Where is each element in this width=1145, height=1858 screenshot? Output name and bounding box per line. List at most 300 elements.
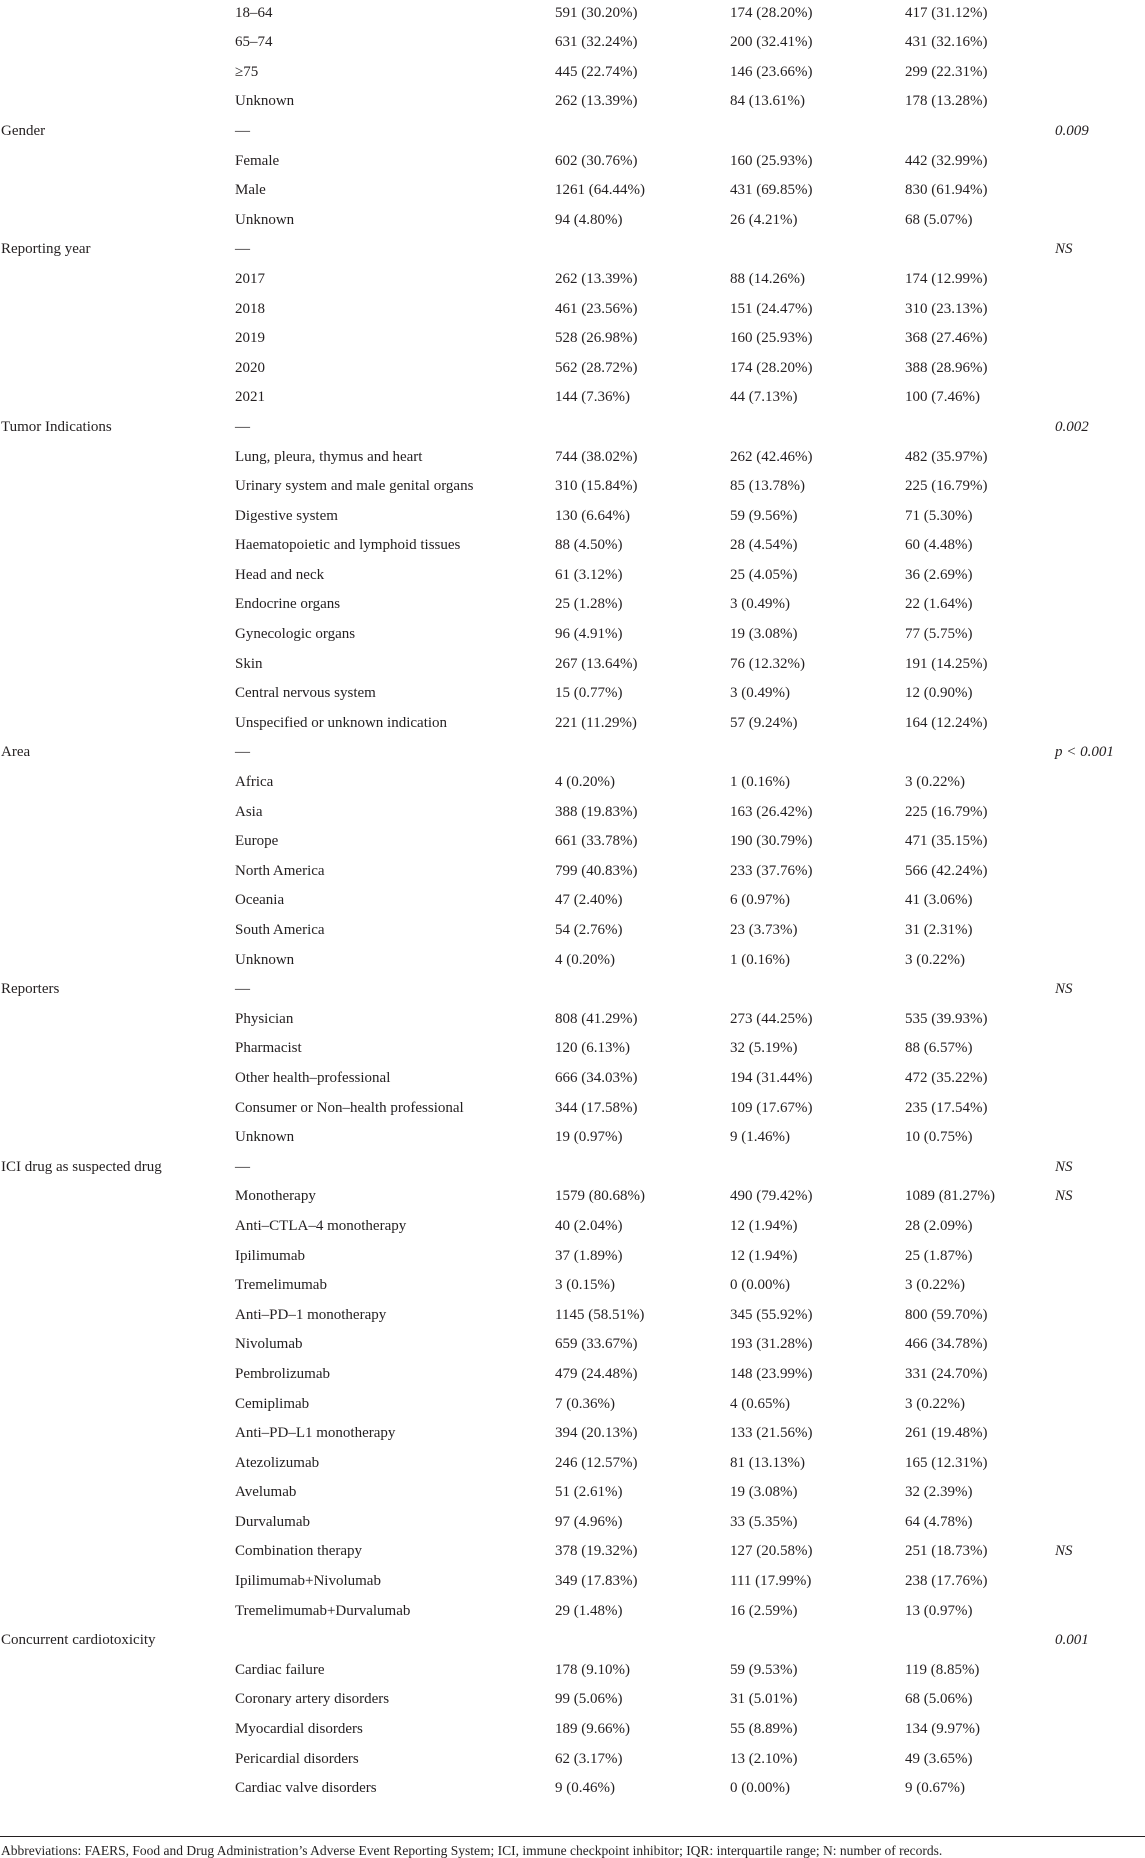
all-cases-cell: 246 (12.57%) [555,1454,638,1471]
all-cases-cell: 661 (33.78%) [555,833,638,850]
all-cases-cell: 267 (13.64%) [555,655,638,672]
all-cases-cell: 744 (38.02%) [555,448,638,465]
level-cell: Myocardial disorders [235,1721,363,1738]
variable-cell: Reporters [1,981,60,998]
table-row [0,1685,1145,1715]
group1-cell: 233 (37.76%) [730,862,813,879]
level-cell: Atezolizumab [235,1454,320,1471]
level-cell: 65–74 [235,34,273,51]
variable-cell [0,798,235,828]
all-cases-cell [555,1153,730,1183]
p-value-cell [1055,443,1145,473]
variable-cell [0,1330,235,1360]
all-cases-cell [555,413,730,443]
level-cell: Tremelimumab+Durvalumab [235,1602,411,1619]
variable-cell [0,1597,235,1627]
group2-cell: 800 (59.70%) [905,1306,988,1323]
variable-cell [0,58,235,88]
table-row [0,1034,1145,1064]
level-cell: Durvalumab [235,1513,310,1530]
level-cell: — [235,418,250,435]
group2-cell: 41 (3.06%) [905,892,973,909]
level-cell: Urinary system and male genital organs [235,478,474,495]
variable-cell [0,147,235,177]
group2-cell: 10 (0.75%) [905,1129,973,1146]
group1-cell: 44 (7.13%) [730,389,798,406]
p-value-cell [1055,946,1145,976]
level-cell: Unknown [235,211,295,228]
variable-cell [0,295,235,325]
all-cases-cell: 221 (11.29%) [555,714,637,731]
group1-cell: 26 (4.21%) [730,211,798,228]
p-value-cell [1055,324,1145,354]
level-cell: Pharmacist [235,1040,302,1057]
group2-cell: 28 (2.09%) [905,1217,973,1234]
all-cases-cell: 4 (0.20%) [555,951,615,968]
p-value-cell [1055,1301,1145,1331]
level-cell: Ipilimumab+Nivolumab [235,1573,381,1590]
group2-cell: 3 (0.22%) [905,774,965,791]
p-value-cell: 0.009 [1055,122,1089,139]
group1-cell: 151 (24.47%) [730,300,813,317]
level-cell: Coronary artery disorders [235,1691,390,1708]
group1-cell: 6 (0.97%) [730,892,790,909]
group2-cell: 1089 (81.27%) [905,1188,995,1205]
variable-cell [0,1242,235,1272]
table-row [0,1330,1145,1360]
variable-cell [0,176,235,206]
table-row [0,1449,1145,1479]
group2-cell: 36 (2.69%) [905,566,973,583]
variable-cell [0,946,235,976]
group2-cell [905,1626,1055,1656]
p-value-cell: NS [1055,1188,1073,1205]
group1-cell: 19 (3.08%) [730,1484,798,1501]
all-cases-cell: 388 (19.83%) [555,803,638,820]
all-cases-cell: 97 (4.96%) [555,1513,623,1530]
p-value-cell [1055,590,1145,620]
all-cases-cell: 602 (30.76%) [555,152,638,169]
p-value-cell: 0.001 [1055,1632,1089,1649]
all-cases-cell: 591 (30.20%) [555,4,638,21]
group2-cell: 830 (61.94%) [905,182,988,199]
variable-cell [0,472,235,502]
p-value-cell [1055,1212,1145,1242]
table-row [0,0,1145,28]
all-cases-cell: 9 (0.46%) [555,1780,615,1797]
level-cell: Male [235,182,266,199]
table-row [0,295,1145,325]
group2-cell: 472 (35.22%) [905,1069,988,1086]
group1-cell: 111 (17.99%) [730,1573,812,1590]
group1-cell: 28 (4.54%) [730,537,798,554]
level-cell: Tremelimumab [235,1277,327,1294]
variable-cell [0,502,235,532]
table-row [0,1478,1145,1508]
level-cell: Anti–PD–L1 monotherapy [235,1425,396,1442]
variable-cell [0,354,235,384]
p-value-cell [1055,1449,1145,1479]
all-cases-cell: 394 (20.13%) [555,1425,638,1442]
group1-cell: 0 (0.00%) [730,1780,790,1797]
table-row [0,886,1145,916]
group1-cell: 88 (14.26%) [730,270,805,287]
p-value-cell [1055,768,1145,798]
all-cases-cell: 54 (2.76%) [555,922,623,938]
variable-cell: Area [1,744,31,761]
group2-cell: 261 (19.48%) [905,1425,988,1442]
level-cell: — [235,1158,250,1175]
group2-cell: 235 (17.54%) [905,1099,988,1116]
all-cases-cell: 130 (6.64%) [555,507,630,524]
group2-cell: 13 (0.97%) [905,1602,973,1619]
table-row [0,1537,1145,1567]
p-value-cell [1055,1005,1145,1035]
p-value-cell [1055,531,1145,561]
level-cell: — [235,744,250,761]
group1-cell: 345 (55.92%) [730,1306,813,1323]
group1-cell: 3 (0.49%) [730,596,790,613]
table-row [0,1212,1145,1242]
variable-cell: Tumor Indications [1,418,112,435]
group1-cell: 59 (9.56%) [730,507,798,524]
all-cases-cell [555,117,730,147]
table-row [0,1094,1145,1124]
all-cases-cell: 3 (0.15%) [555,1277,615,1294]
variable-cell [0,383,235,413]
table-row [0,176,1145,206]
variable-cell [0,1390,235,1420]
variable-cell [0,1094,235,1124]
level-cell: Other health–professional [235,1069,391,1086]
group1-cell: 12 (1.94%) [730,1217,798,1234]
group1-cell [730,975,905,1005]
level-cell: Africa [235,774,274,791]
all-cases-cell: 99 (5.06%) [555,1691,623,1708]
all-cases-cell: 310 (15.84%) [555,478,638,495]
p-value-cell [1055,1715,1145,1745]
variable-cell [0,1774,235,1804]
group1-cell: 490 (79.42%) [730,1188,813,1205]
table-bottom-rule [0,1836,1145,1837]
level-cell: North America [235,862,325,879]
group2-cell: 417 (31.12%) [905,4,988,21]
group2-cell: 3 (0.22%) [905,1395,965,1412]
table-row [0,679,1145,709]
group1-cell: 12 (1.94%) [730,1247,798,1264]
table-row [0,798,1145,828]
group1-cell: 109 (17.67%) [730,1099,813,1116]
level-cell: 2019 [235,330,265,347]
group1-cell [730,413,905,443]
variable-cell [0,590,235,620]
all-cases-cell: 51 (2.61%) [555,1484,623,1501]
variable-cell: ICI drug as suspected drug [1,1158,162,1175]
group1-cell: 190 (30.79%) [730,833,813,850]
group2-cell: 299 (22.31%) [905,63,988,80]
group2-cell: 68 (5.07%) [905,211,973,228]
level-cell: Lung, pleura, thymus and heart [235,448,423,465]
group2-cell: 566 (42.24%) [905,862,988,879]
p-value-cell: NS [1055,1543,1073,1560]
group2-cell: 119 (8.85%) [905,1661,980,1678]
group1-cell [730,1153,905,1183]
group2-cell: 174 (12.99%) [905,270,988,287]
p-value-cell [1055,1597,1145,1627]
level-cell: Cardiac valve disorders [235,1780,377,1797]
p-value-cell [1055,1034,1145,1064]
p-value-cell [1055,1745,1145,1775]
variable-cell [0,1715,235,1745]
variable-cell [0,620,235,650]
all-cases-cell: 25 (1.28%) [555,596,623,613]
group1-cell: 273 (44.25%) [730,1010,813,1027]
group1-cell: 84 (13.61%) [730,93,805,110]
group2-cell [905,738,1055,768]
group2-cell: 482 (35.97%) [905,448,988,465]
all-cases-cell: 808 (41.29%) [555,1010,638,1027]
group1-cell: 9 (1.46%) [730,1129,790,1146]
group1-cell: 13 (2.10%) [730,1750,798,1767]
level-cell: Cardiac failure [235,1661,325,1678]
all-cases-cell: 349 (17.83%) [555,1573,638,1590]
group1-cell: 55 (8.89%) [730,1721,798,1738]
table-row [0,709,1145,739]
group1-cell: 25 (4.05%) [730,566,798,583]
group2-cell: 49 (3.65%) [905,1750,973,1767]
group2-cell: 22 (1.64%) [905,596,973,613]
all-cases-cell: 40 (2.04%) [555,1217,623,1234]
level-cell: Unknown [235,93,295,110]
group2-cell: 178 (13.28%) [905,93,988,110]
level-cell: Gynecologic organs [235,626,356,643]
p-value-cell [1055,1567,1145,1597]
variable-cell [0,1034,235,1064]
table-row [0,561,1145,591]
group1-cell: 0 (0.00%) [730,1277,790,1294]
variable-cell [0,1064,235,1094]
all-cases-cell: 96 (4.91%) [555,626,623,643]
p-value-cell [1055,472,1145,502]
level-cell: Head and neck [235,566,325,583]
variable-cell: Gender [1,122,46,139]
group1-cell: 146 (23.66%) [730,63,813,80]
table-row [0,206,1145,236]
variable-cell [0,1449,235,1479]
p-value-cell [1055,679,1145,709]
variable-cell: Reporting year [1,241,91,258]
table-row [0,383,1145,413]
table-row [0,1567,1145,1597]
group1-cell: 81 (13.13%) [730,1454,805,1471]
level-cell: Ipilimumab [235,1247,305,1264]
table-row [0,1715,1145,1745]
all-cases-cell: 94 (4.80%) [555,211,623,228]
variable-cell [0,1360,235,1390]
group1-cell [730,117,905,147]
variable-cell: Concurrent cardiotoxicity [1,1632,156,1649]
table-row [0,413,1145,443]
table-row [0,531,1145,561]
group2-cell: 466 (34.78%) [905,1336,988,1353]
table-row [0,1745,1145,1775]
group2-cell: 535 (39.93%) [905,1010,988,1027]
p-value-cell: NS [1055,981,1073,998]
level-cell: Unknown [235,1129,295,1146]
all-cases-cell: 445 (22.74%) [555,63,638,80]
p-value-cell [1055,1685,1145,1715]
p-value-cell [1055,0,1145,28]
level-cell: 2020 [235,359,265,376]
level-cell: Skin [235,655,263,672]
level-cell: Oceania [235,892,285,909]
variable-cell [0,206,235,236]
group2-cell [905,235,1055,265]
group1-cell: 127 (20.58%) [730,1543,813,1560]
group2-cell: 225 (16.79%) [905,478,988,495]
group2-cell: 60 (4.48%) [905,537,973,554]
group2-cell: 88 (6.57%) [905,1040,973,1057]
group2-cell [905,413,1055,443]
level-cell: Digestive system [235,507,338,524]
group1-cell: 193 (31.28%) [730,1336,813,1353]
group2-cell: 100 (7.46%) [905,389,980,406]
variable-cell [0,87,235,117]
level-cell: Endocrine organs [235,596,341,613]
all-cases-cell [555,738,730,768]
p-value-cell [1055,1478,1145,1508]
variable-cell [0,1301,235,1331]
table-row [0,235,1145,265]
all-cases-cell: 378 (19.32%) [555,1543,638,1560]
level-cell: Unspecified or unknown indication [235,714,448,731]
p-value-cell [1055,87,1145,117]
p-value-cell [1055,620,1145,650]
group1-cell: 85 (13.78%) [730,478,805,495]
level-cell: Monotherapy [235,1188,316,1205]
table-row [0,1064,1145,1094]
p-value-cell [1055,798,1145,828]
table-row [0,650,1145,680]
table-row [0,1153,1145,1183]
p-value-cell [1055,561,1145,591]
level-cell: 2021 [235,389,265,406]
table-row [0,324,1145,354]
table-row [0,916,1145,946]
group1-cell: 57 (9.24%) [730,714,798,731]
group2-cell: 134 (9.97%) [905,1721,980,1738]
group1-cell: 133 (21.56%) [730,1425,813,1442]
group1-cell: 31 (5.01%) [730,1691,798,1708]
variable-cell [0,1182,235,1212]
variable-cell [0,679,235,709]
p-value-cell [1055,383,1145,413]
all-cases-cell: 15 (0.77%) [555,685,623,702]
p-value-cell [1055,1419,1145,1449]
variable-cell [0,1123,235,1153]
all-cases-cell: 1261 (64.44%) [555,182,645,199]
variable-cell [0,1656,235,1686]
group1-cell [730,738,905,768]
level-cell: South America [235,922,325,938]
variable-cell [0,1537,235,1567]
all-cases-cell [555,1626,730,1656]
p-value-cell [1055,28,1145,58]
group1-cell: 16 (2.59%) [730,1602,798,1619]
variable-cell [0,28,235,58]
group2-cell: 331 (24.70%) [905,1365,988,1382]
table-row [0,738,1145,768]
p-value-cell: NS [1055,241,1073,258]
table-footnote: Abbreviations: FAERS, Food and Drug Administration’s Adverse Event Reporting System; ICI, immune checkpoint inhibitor; IQR: interquartile range; N: number of records. [1,1843,943,1858]
table-row [0,1360,1145,1390]
table-row [0,354,1145,384]
p-value-cell: p < 0.001 [1055,744,1114,761]
group1-cell: 160 (25.93%) [730,152,813,169]
p-value-cell [1055,916,1145,946]
all-cases-cell [555,975,730,1005]
level-cell: Anti–PD–1 monotherapy [235,1306,387,1323]
variable-cell [0,1212,235,1242]
table-row [0,1508,1145,1538]
group1-cell: 431 (69.85%) [730,182,813,199]
variable-cell [0,650,235,680]
level-cell: Haematopoietic and lymphoid tissues [235,537,461,554]
p-value-cell [1055,1271,1145,1301]
p-value-cell [1055,206,1145,236]
p-value-cell [1055,176,1145,206]
variable-cell [0,768,235,798]
group2-cell: 9 (0.67%) [905,1780,965,1797]
p-value-cell [1055,650,1145,680]
variable-cell [0,324,235,354]
table-row [0,827,1145,857]
table-row [0,1597,1145,1627]
variable-cell [0,1419,235,1449]
group2-cell: 165 (12.31%) [905,1454,988,1471]
group1-cell: 3 (0.49%) [730,685,790,702]
table-row [0,1123,1145,1153]
group2-cell: 442 (32.99%) [905,152,988,169]
all-cases-cell: 19 (0.97%) [555,1129,623,1146]
group2-cell: 310 (23.13%) [905,300,988,317]
all-cases-cell: 528 (26.98%) [555,330,638,347]
all-cases-cell: 4 (0.20%) [555,774,615,791]
level-cell: — [235,122,250,139]
variable-cell [0,886,235,916]
group2-cell: 64 (4.78%) [905,1513,973,1530]
level-cell: ≥75 [235,63,259,80]
table-row [0,1182,1145,1212]
level-cell: Consumer or Non–health professional [235,1099,464,1116]
p-value-cell: 0.002 [1055,418,1089,435]
variable-cell [0,1685,235,1715]
all-cases-cell: 1579 (80.68%) [555,1188,645,1205]
all-cases-cell: 666 (34.03%) [555,1069,638,1086]
level-cell [235,1626,555,1656]
group1-cell: 148 (23.99%) [730,1365,813,1382]
table-row [0,87,1145,117]
level-cell: 18–64 [235,4,273,21]
p-value-cell [1055,1390,1145,1420]
p-value-cell [1055,1242,1145,1272]
all-cases-cell: 479 (24.48%) [555,1365,638,1382]
table-row [0,1271,1145,1301]
table-row [0,502,1145,532]
all-cases-cell: 1145 (58.51%) [555,1306,645,1323]
all-cases-cell: 7 (0.36%) [555,1395,615,1412]
group1-cell [730,235,905,265]
